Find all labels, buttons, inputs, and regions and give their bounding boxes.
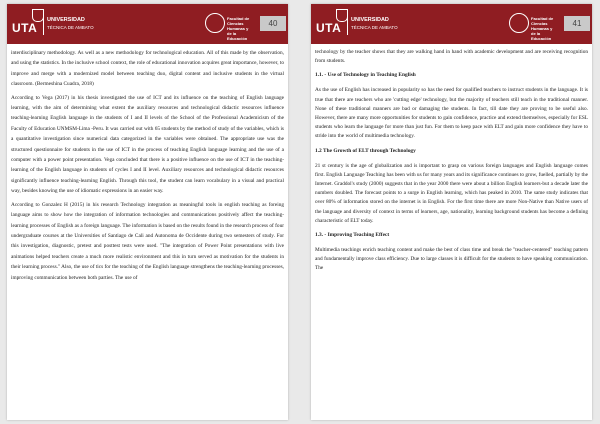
page-number: 40 [260, 16, 286, 31]
faculty-emblem-icon [205, 13, 225, 33]
faculty-stamp [509, 12, 555, 41]
page-header [311, 4, 592, 44]
logo-text: UTA [316, 21, 342, 35]
logo-line2: TÉCNICA DE AMBATO [351, 25, 398, 30]
logo-divider [43, 15, 44, 35]
section-heading: 1.1. - Use of Technology in Teaching English [315, 72, 416, 79]
faculty-text: Facultad de Ciencias Humanas y de la Educación [531, 16, 554, 41]
right-page [311, 4, 592, 420]
paragraph: 21 st century is the age of globalization and is important to grasp on various foreign languages and English language comes first. English Language Teaching has been with us for many years and its significance continues to grow, fuelled, partially by the Internet. Graddol's study (2000) suggests that in the year 2000 there were about a billion English learners-but a decade later the numbers doubled. The forecast points to a surge in English learning, which has peaked in 2010. The same study indicates that over 80% of information stored on the internet is in English. For the first time there are more Non-Native than Native users of the language and diversity of context in terms of learners, age, nationality, learning background students has become a defining characteristic of ELT today. [315, 162, 588, 224]
page-number: 41 [564, 16, 590, 31]
paragraph: technology by the teacher shows that they are walking hand in hand with academic development and are receiving recognition from students. [315, 49, 588, 65]
paragraph: interdisciplinary methodology. As well as a new methodology for technological education. All of this made by the observation, and using the statistics. In the inclusive school context, the role of educational innovation acquires great importance, however, to improve and merge with a modernized model between teaching duo, digital content and inclusive students in the virtual classroom. (Bermeshina Cuadra, 2018) [11, 50, 284, 88]
university-logo [12, 9, 96, 39]
faculty-text: Facultad de Ciencias Humanas y de la Educación [227, 16, 250, 41]
paragraph: According to Vega (2017) in his thesis investigated the use of ICT and its influence on the teaching of English language learning, with the aim of determining what extent the auxiliary resources and technological didactic resources influence teaching-learning English language in the students of I and II levels of the School of the Professional Academicism of the Faculty of Education UNMSM-Lima -Peru. It was carried out with 65 students by the method of study of the variables, which is a quantitative investigation since numerical data categorized in the variables were obtained. The appropriate use was the structured questionnaire for students in the use of ICT in the process of teaching English language learning and the use of a computer with a power point presentation. Vega concluded that there is a positive influence on the use of ICT in the teaching-learning of the English language in students of cycles I and II level. Auxiliary resources and technological didactic resources significantly influence teaching-learning English. Through this tool, the student can learn vocabulary in a visual and practical way, besides knowing the use of idiomatic expressions in an easier way. [11, 94, 284, 195]
logo-line2: TÉCNICA DE AMBATO [47, 25, 94, 30]
page-header [7, 4, 288, 44]
logo-text: UTA [12, 21, 38, 35]
university-logo [316, 9, 400, 39]
faculty-stamp [205, 12, 251, 41]
logo-line1: UNIVERSIDAD [47, 17, 85, 23]
page-body [315, 48, 588, 277]
paragraph: As the use of English has increased in popularity so has the need for qualified teachers to instruct students in the language. It is true that there are teachers who are 'cutting edge' technology, but the majority of teachers still teach in the traditional manner. None of these traditional manners are bad or damaging the students. In fact, till date they are proving to be useful also. However, there are many more opportunities for students to gain confidence, practice and extend themselves, especially for ESL students who learn the language for more than just fun. For them to keep pace with ELT and gain more confidence they have to stride into the world of multimedia technology. [315, 87, 588, 140]
section-heading: 1.2 The Growth of ELT through Technology [315, 147, 416, 154]
paragraph: Multimedia teachings enrich teaching content and make the best of class time and break the "teacher-centered" teaching pattern and fundamentally improve class efficiency. Due to large classes it is difficult for the students to have speaking communication. The [315, 247, 588, 272]
faculty-emblem-icon [509, 13, 529, 33]
section-heading: 1.3. - Improving Teaching Effect [315, 232, 390, 239]
logo-line1: UNIVERSIDAD [351, 17, 389, 23]
paragraph: According to Gonzalez H (2015) in his research Technology integration as meaningful tools in english teaching as foreing language aims to show how the integration of information technologies and communications positively affect the teaching-learning processes of English as a foreign language. The information is based on the results found in the research process of four undergraduate courses at the Universities of Santiago de Cali and Autonoma de Occidente during two semesters of study. For this investigation, diagnostic, pretest and posttest tests were used. "The integration of Power Point presentations with live animations helped teachers create a much more realistic environment and this in turn served as motivation for the students in their learning process." Also, the use of tics for the teaching of the English language strengthens the teaching-learning processes, improving communication between both parties. The use of [11, 201, 284, 281]
left-page [7, 4, 288, 420]
logo-divider [347, 15, 348, 35]
page-body [11, 48, 284, 286]
